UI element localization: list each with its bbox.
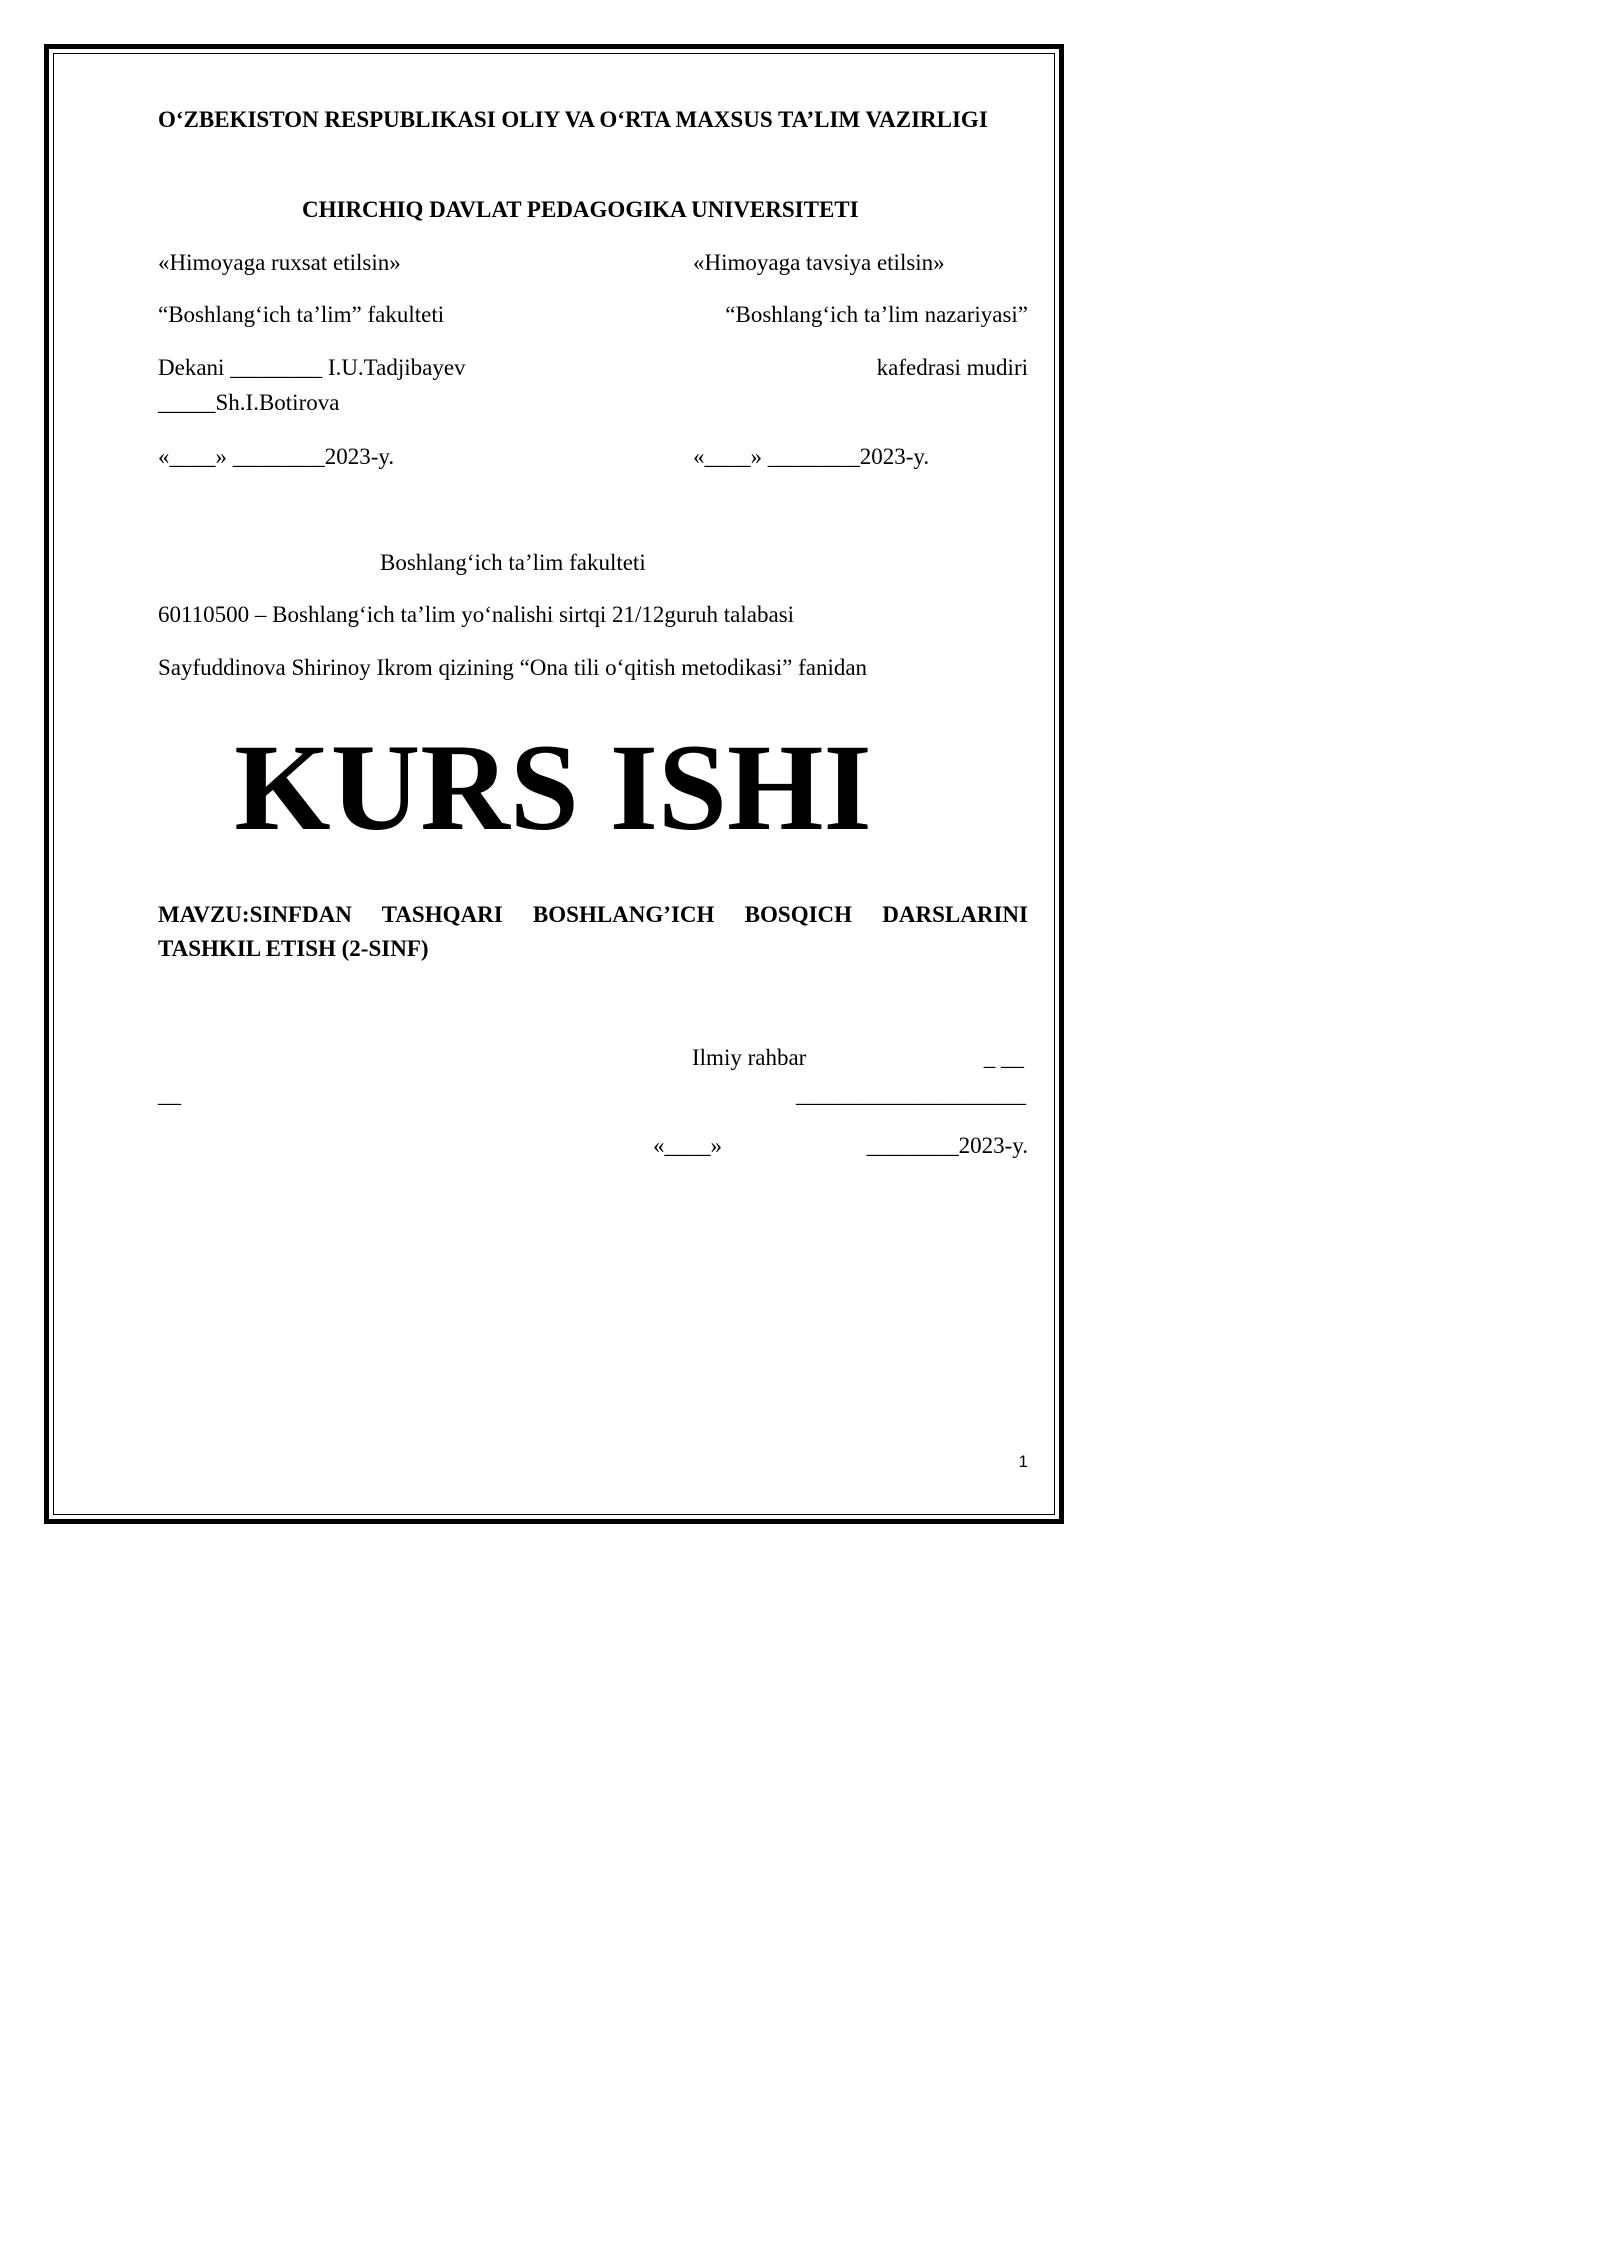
student-group: 60110500 – Boshlang‘ich ta’lim yo‘nalishi sirtqi 21/12guruh talabasi	[158, 602, 795, 627]
right-head-name: _____Sh.I.Botirova	[158, 390, 340, 415]
student-faculty: Boshlang‘ich ta’lim fakulteti	[380, 550, 646, 575]
document-title: KURS ISHI	[234, 719, 872, 856]
supervisor-label: Ilmiy rahbar	[692, 1045, 807, 1070]
left-dean: Dekani ________ I.U.Tadjibayev	[158, 355, 466, 380]
page-number: 1	[1018, 1452, 1028, 1471]
left-date: «____» ________2023-y.	[158, 444, 395, 469]
supervisor-signature-line: ____________________	[796, 1082, 1026, 1107]
left-faculty: “Boshlang‘ich ta’lim” fakulteti	[158, 302, 445, 327]
supervisor-date-year: ________2023-y.	[866, 1133, 1028, 1158]
supervisor-dash-right: _ __	[983, 1045, 1024, 1070]
left-approval: «Himoyaga ruxsat etilsin»	[158, 250, 401, 275]
topic-heading: MAVZU:SINFDAN TASHQARI BOSHLANG’ICH BOSQICH DARSLARINI TASHKIL ETISH (2-SINF)	[158, 902, 1028, 961]
right-department: “Boshlang‘ich ta’lim nazariyasi”	[725, 302, 1028, 327]
right-head: kafedrasi mudiri	[876, 355, 1028, 380]
student-name-line: Sayfuddinova Shirinoy Ikrom qizining “Ona tili o‘qitish metodikasi” fanidan	[158, 655, 868, 680]
right-date: «____» ________2023-y.	[693, 444, 930, 469]
university-name: CHIRCHIQ DAVLAT PEDAGOGIKA UNIVERSITETI	[302, 197, 859, 222]
ministry-heading: O‘ZBEKISTON RESPUBLIKASI OLIY VA O‘RTA MAXSUS TA’LIM VAZIRLIGI	[158, 107, 988, 132]
supervisor-dash-left: __	[158, 1082, 181, 1107]
supervisor-date-open: «____»	[653, 1133, 722, 1158]
right-approval: «Himoyaga tavsiya etilsin»	[693, 250, 945, 275]
